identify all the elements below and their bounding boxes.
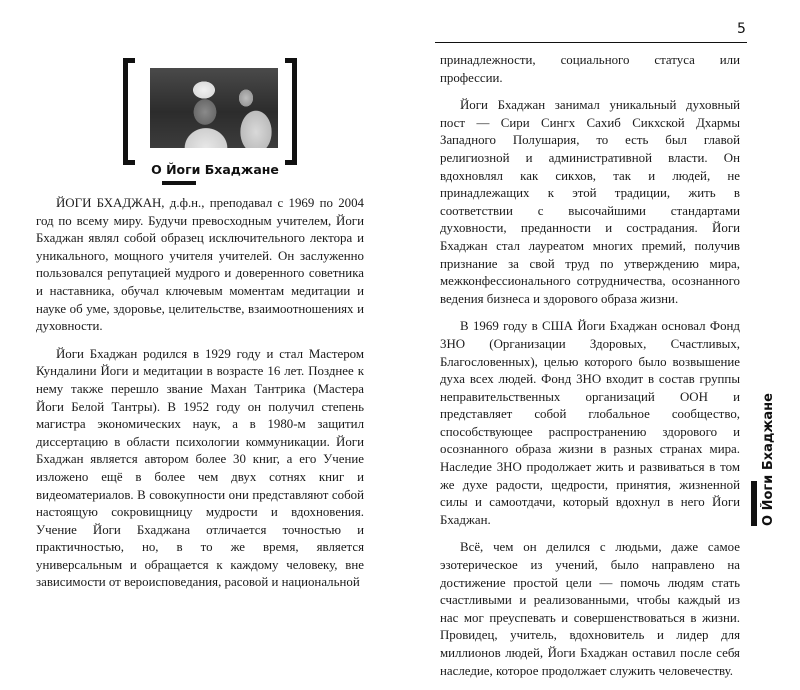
paragraph: Йоги Бхаджан занимал уникальный духовный пост — Сири Сингх Сахиб Сикхской Дхармы Западного Полушария, то есть был главой религиозной и административной власти. Он вдохновлял как сикхов, так и людей, не принадлежащих к этой традиции, жить в соответствии с высочайшими стандартами духовности, преданности и сострадания. Йоги Бхаджан стал лауреатом многих премий, получив признание за свой труд по утверждению мира, межконфессионального сотрудничества, осознанного ведения бизнеса и здорового образа жизни. [440,98,740,306]
paragraph: Йоги Бхаджан родился в 1929 году и стал Мастером Кундалини Йоги и медитации в возрасте 16 лет. Позднее к нему также перешло звание Махан Тантрика (Мастера Йоги Белой Тантры). В 1952 году он получил степень магистра экономических наук, а в 1980-м защитил диссертацию в области психологии коммуникации. Йоги Бхаджан является автором более 30 книг, а его Учение изложено ещё в более чем двух сотнях книг и видеоматериалов. В совокупности они представляют собой настоящую сокровищницу мудрости и вдохновения. Учение Йоги Бхаджана отличается точностью и практичностью, но, в то же время, является универсальным и обращается к каждому человеку, вне зависимости от вероисповедания, расовой и национальной [36,346,364,590]
paragraph: В 1969 году в США Йоги Бхаджан основал Фонд 3НО (Организации Здоровых, Счастливых, Благословенных), целью которого было возвышение духа всех людей. Фонд 3НО входит в состав группы неправительственных организаций ООН и представляет собой глобальное сообщество, способствующее распространению здорового и осознанного образа жизни в разных странах мира. Наследие 3НО продолжает жить и развиваться в том же духе радости, щедрости, принятия, жизненной силы и самоотдачи, который вдохнул в него Йоги Бхаджан. [440,319,740,527]
page-number: 5 [737,21,746,37]
right-text-column [440,52,740,690]
caption-underline [162,181,196,185]
photo-caption: О Йоги Бхаджане [151,162,279,177]
paragraph: принадлежности, социального статуса или профессии. [440,53,740,85]
right-bracket-decoration [285,58,297,165]
portrait-photo [150,68,278,148]
top-rule [435,42,747,43]
right-page [400,0,800,678]
left-text-column [36,195,364,602]
paragraph: Всё, чем он делился с людьми, даже самое эзотерическое из учений, было направлено на достижение простой цели — помочь людям стать счастливыми и реализованными, чтобы каждый из нас мог преуспевать и совершенствоваться в жизни. Провидец, учитель, вдохновитель и лидер для миллионов людей, Йоги Бхаджан оставил после себя наследие, которое продолжает служить человечеству. [440,540,740,678]
left-page [0,0,400,590]
chapter-side-tab [749,393,787,526]
side-tab-label: О Йоги Бхаджане [761,393,776,526]
paragraph: ЙОГИ БХАДЖАН, д.ф.н., преподавал с 1969 по 2004 год по всему миру. Будучи превосходным учителем, Йоги Бхаджан являл собой образец исключительного лектора и уникального, мощного учителя учителей. Он заслуженно пользовался репутацией мудрого и доверенного советника и наставника, обучал ключевым моментам медитации и науке об уме, здоровье, целительстве, взаимоотношениях и духовности. [36,196,364,334]
left-bracket-decoration [123,58,135,165]
side-tab-bar [751,481,757,526]
